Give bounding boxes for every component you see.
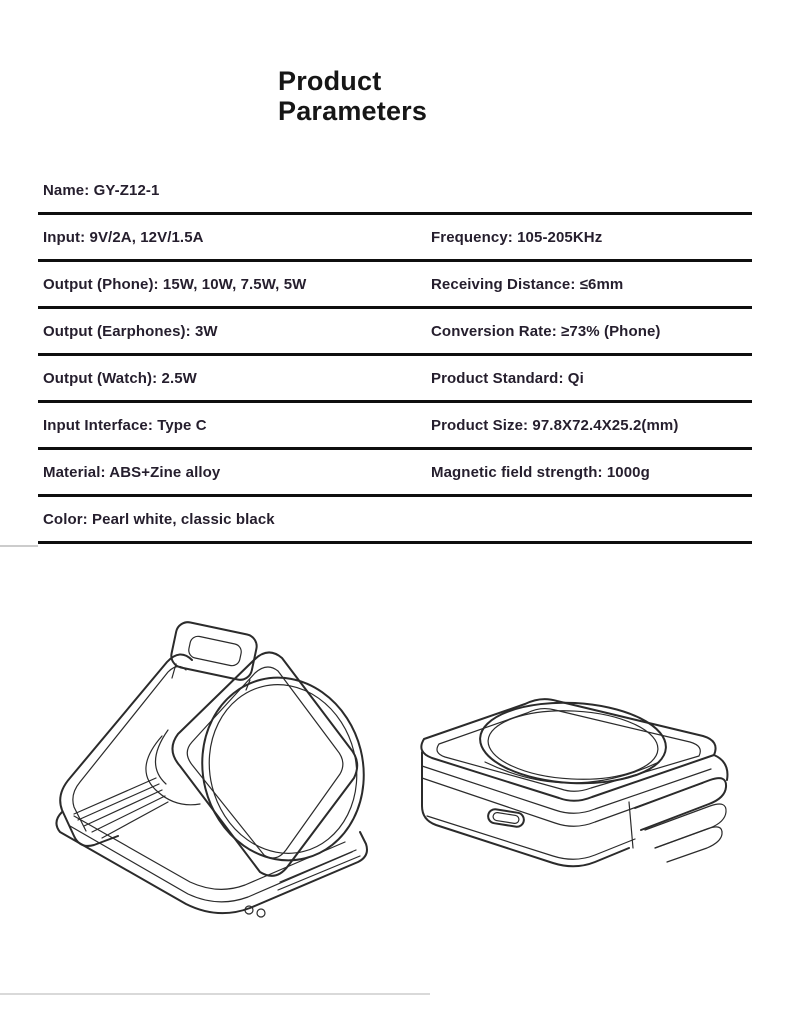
spec-row-input-interface bbox=[38, 403, 752, 450]
spec-cell: Output (Watch): 2.5W bbox=[43, 369, 197, 387]
footer-divider-rule bbox=[0, 993, 430, 995]
page-title bbox=[278, 66, 427, 126]
spec-row-output-phone bbox=[38, 262, 752, 309]
spec-cell: Material: ABS+Zine alloy bbox=[43, 463, 221, 481]
hinge-lines bbox=[74, 778, 168, 838]
top-face bbox=[421, 699, 715, 801]
spec-cell: Input: 9V/2A, 12V/1.5A bbox=[43, 228, 204, 246]
spec-cell: Frequency: 105-205KHz bbox=[431, 228, 603, 246]
spec-cell: Output (Phone): 15W, 10W, 7.5W, 5W bbox=[43, 275, 307, 293]
spec-cell: Product Size: 97.8X72.4X25.2(mm) bbox=[431, 416, 679, 434]
charger-stand-figure bbox=[40, 620, 390, 925]
charger-folded-figure bbox=[405, 690, 750, 890]
spec-cell: Name: GY-Z12-1 bbox=[43, 181, 160, 199]
spec-cell: Receiving Distance: ≤6mm bbox=[431, 275, 624, 293]
left-edge-rule-stub bbox=[0, 545, 38, 547]
spec-cell: Input Interface: Type C bbox=[43, 416, 207, 434]
spec-cell: Output (Earphones): 3W bbox=[43, 322, 218, 340]
spec-row-color bbox=[38, 497, 752, 544]
spec-row-output-earphones bbox=[38, 309, 752, 356]
magsafe-pad bbox=[183, 660, 383, 877]
spec-cell: Conversion Rate: ≥73% (Phone) bbox=[431, 322, 661, 340]
page-title-line-2: Parameters bbox=[278, 96, 428, 126]
charger-stand-line-drawing bbox=[40, 620, 390, 925]
spec-table bbox=[38, 168, 752, 544]
spec-cell: Magnetic field strength: 1000g bbox=[431, 463, 650, 481]
spec-row-input bbox=[38, 215, 752, 262]
page-title-line-1: Product bbox=[278, 66, 382, 96]
spec-row-name bbox=[38, 168, 752, 215]
charger-folded-line-drawing bbox=[405, 690, 750, 890]
spec-row-output-watch bbox=[38, 356, 752, 403]
base-feet bbox=[245, 906, 265, 917]
spec-cell: Color: Pearl white, classic black bbox=[43, 510, 275, 528]
spec-cell: Product Standard: Qi bbox=[431, 369, 584, 387]
spec-row-material bbox=[38, 450, 752, 497]
